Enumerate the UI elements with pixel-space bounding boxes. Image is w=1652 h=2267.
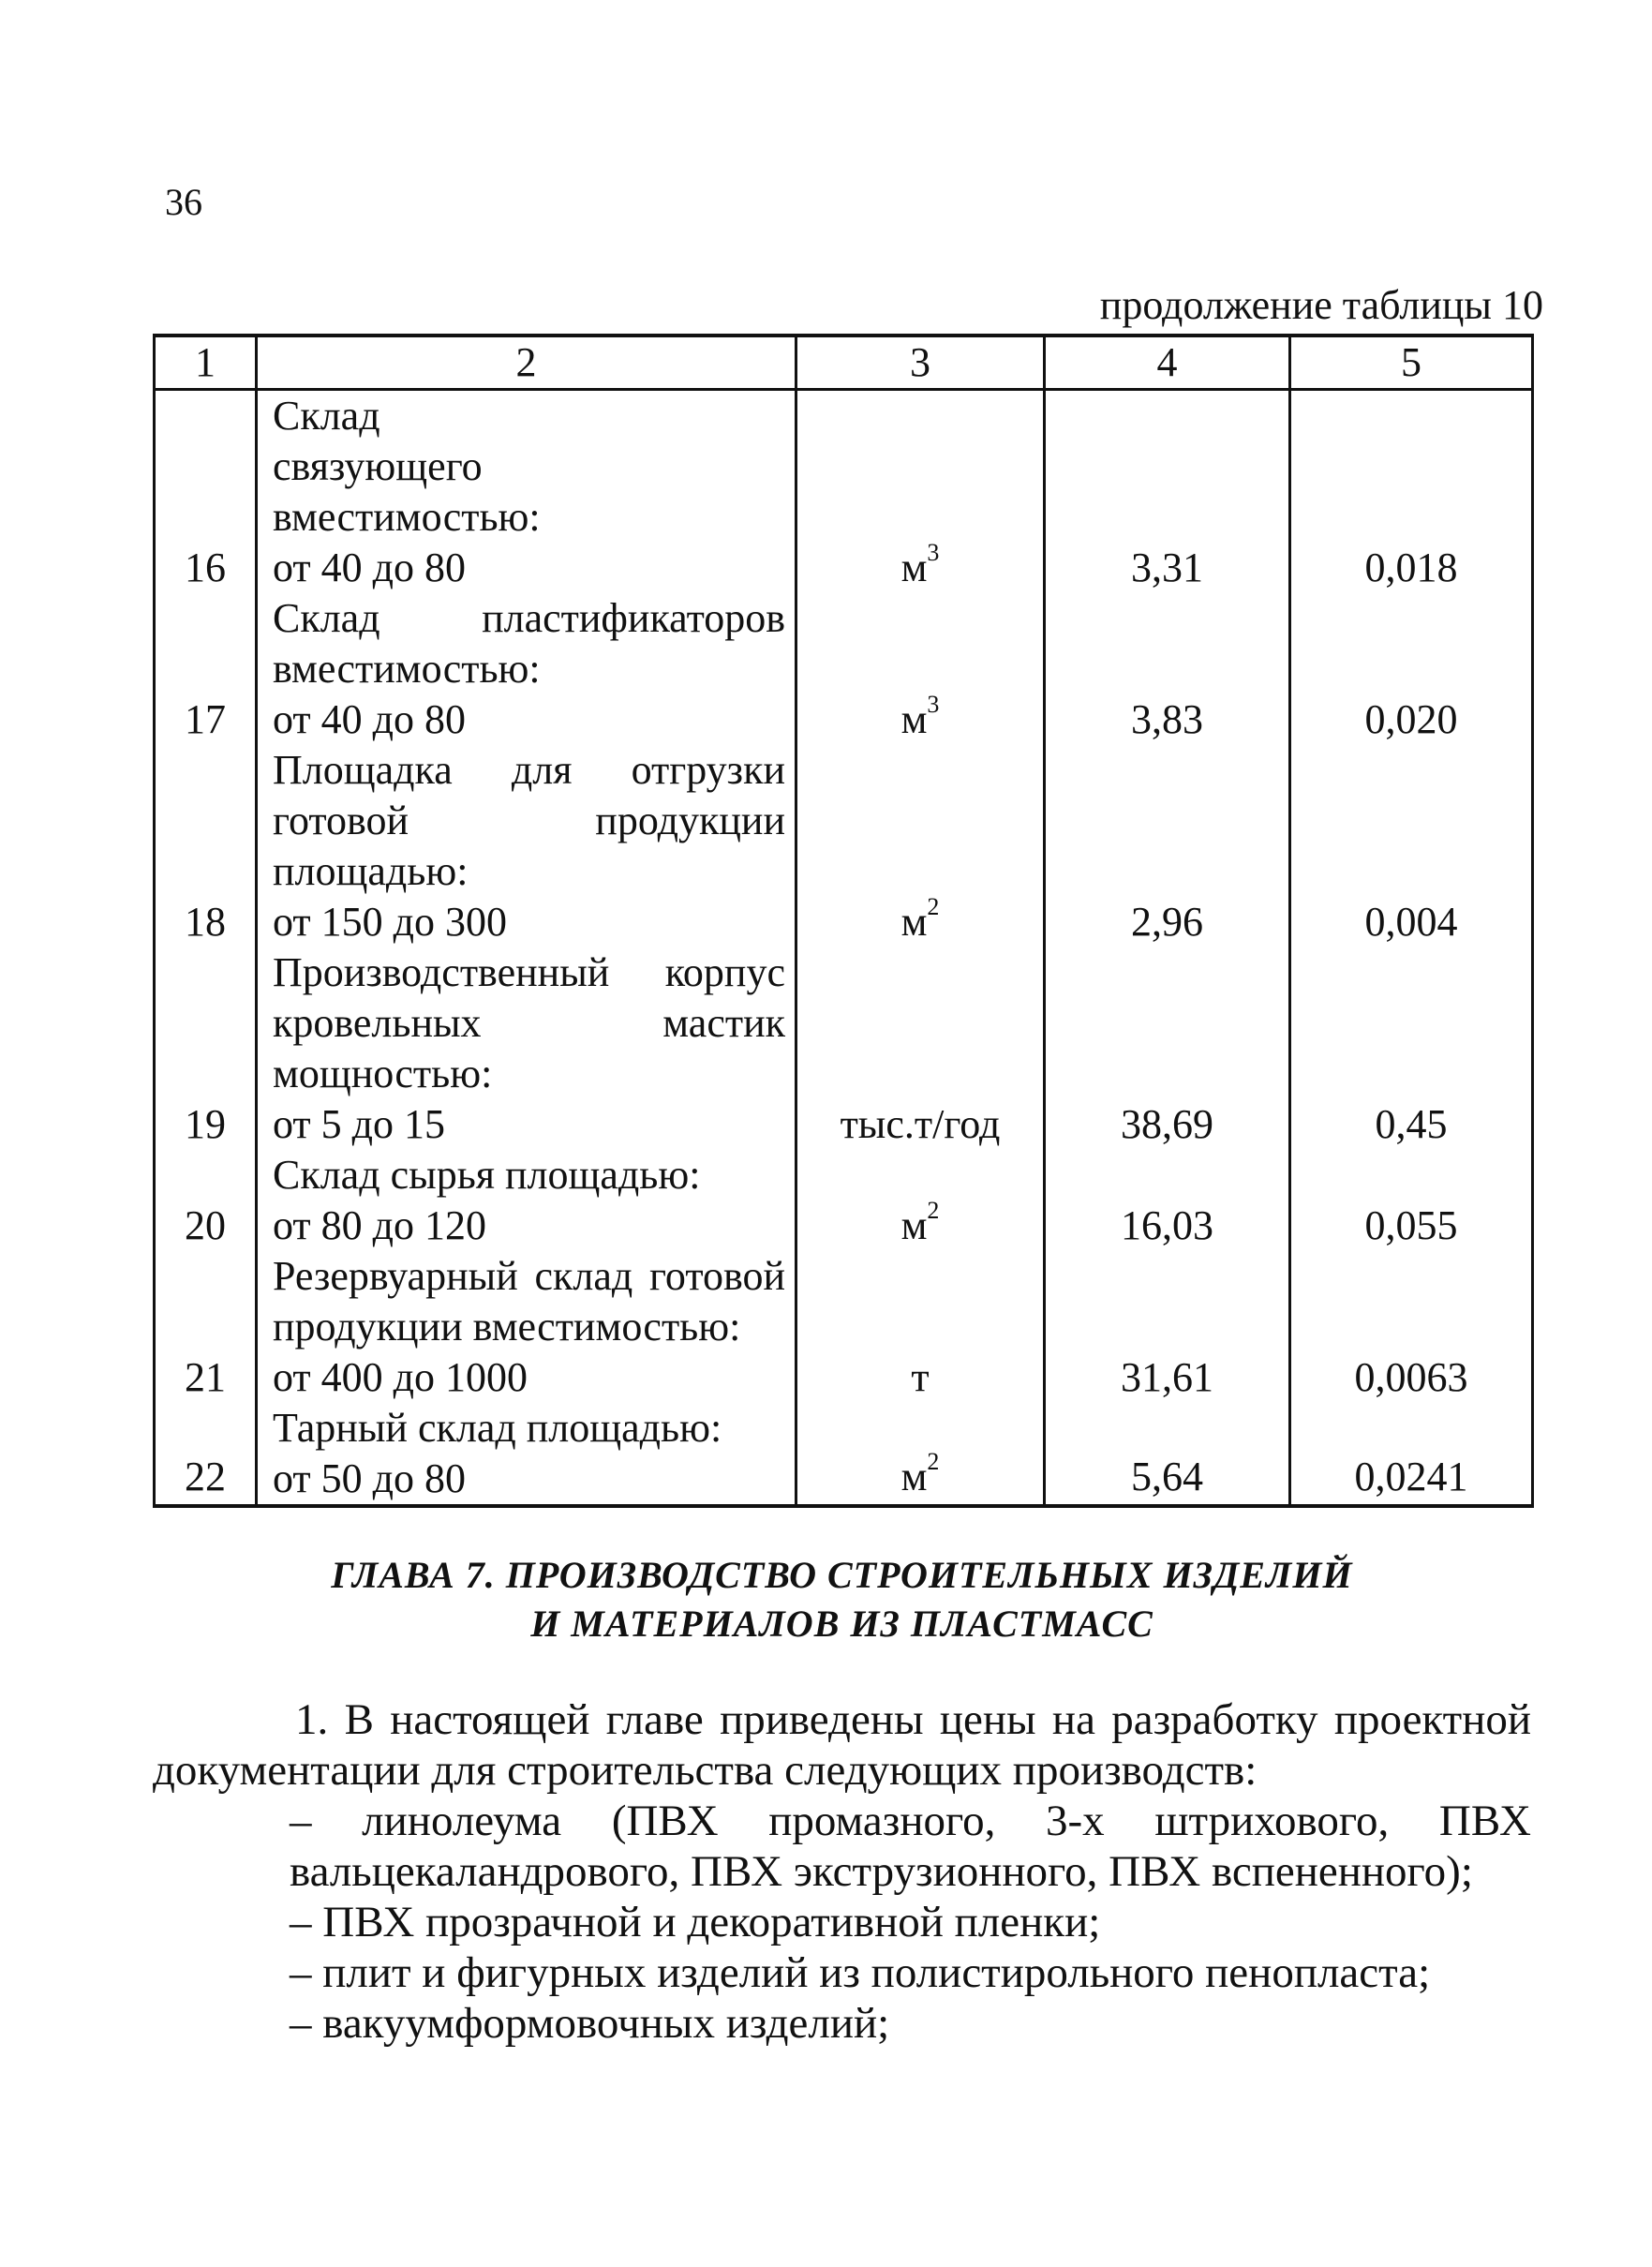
row-value-5: 0,0241 (1290, 1403, 1533, 1506)
row-title: Резервуарный склад готовой продукции вместимостью: (273, 1253, 785, 1350)
unit-superscript: 2 (927, 1197, 940, 1224)
chapter-title-line-2: И МАТЕРИАЛОВ ИЗ ПЛАСТМАСС (530, 1603, 1153, 1645)
row-unit (796, 390, 1045, 594)
row-number: 22 (155, 1403, 257, 1506)
row-title: Площадка для отгрузки готовой продукции площадью: (273, 747, 785, 894)
row-range: от 40 до 80 (273, 544, 467, 590)
unit-superscript: 2 (927, 1448, 940, 1475)
body-text (153, 1694, 1531, 2049)
row-value-4: 3,31 (1045, 390, 1290, 594)
unit-text: м (900, 544, 928, 590)
row-range: от 400 до 1000 (273, 1354, 528, 1400)
row-range: от 5 до 15 (273, 1101, 446, 1147)
table-row (155, 1251, 1533, 1403)
unit-superscript: 3 (927, 691, 940, 718)
row-value-5: 0,004 (1290, 745, 1533, 947)
row-unit (796, 947, 1045, 1150)
row-description (257, 390, 796, 594)
row-value-5: 0,018 (1290, 390, 1533, 594)
row-unit (796, 745, 1045, 947)
row-number: 19 (155, 947, 257, 1150)
table-row (155, 1403, 1533, 1506)
chapter-title-line-1: ГЛАВА 7. ПРОИЗВОДСТВО СТРОИТЕЛЬНЫХ ИЗДЕЛИЙ (331, 1554, 1353, 1596)
row-description (257, 593, 796, 745)
row-range: от 50 до 80 (273, 1455, 467, 1501)
row-title: Склад пластификаторов вместимостью: (273, 595, 785, 692)
row-number: 18 (155, 745, 257, 947)
table-row (155, 947, 1533, 1150)
row-value-4: 2,96 (1045, 745, 1290, 947)
table-row (155, 593, 1533, 745)
row-value-4: 3,83 (1045, 593, 1290, 745)
row-value-5: 0,055 (1290, 1150, 1533, 1251)
table-row (155, 1150, 1533, 1251)
unit-text: м (900, 696, 928, 742)
unit-text: т (911, 1354, 930, 1400)
row-number: 21 (155, 1251, 257, 1403)
row-description (257, 1150, 796, 1251)
column-header-2: 2 (257, 336, 796, 390)
column-header-5: 5 (1290, 336, 1533, 390)
row-unit (796, 1251, 1045, 1403)
unit-text: тыс.т/год (840, 1101, 1001, 1147)
row-unit (796, 593, 1045, 745)
row-description (257, 1251, 796, 1403)
list-item: – линолеума (ПВХ промазного, 3-х штрихового, ПВХ вальцекаландрового, ПВХ экструзионного, ПВХ вспененного); (290, 1797, 1531, 1896)
row-range: от 80 до 120 (273, 1202, 487, 1248)
row-description (257, 1403, 796, 1506)
row-unit (796, 1403, 1045, 1506)
table-row (155, 745, 1533, 947)
price-table (153, 334, 1534, 1508)
row-value-4: 38,69 (1045, 947, 1290, 1150)
table-row (155, 390, 1533, 594)
column-header-1: 1 (155, 336, 257, 390)
row-title: Производственный корпус кровельных мастик мощностью: (273, 949, 785, 1096)
chapter-title (153, 1551, 1531, 1648)
list-item: – ПВХ прозрачной и декоративной пленки; (290, 1898, 1101, 1946)
row-value-4: 31,61 (1045, 1251, 1290, 1403)
column-header-3: 3 (796, 336, 1045, 390)
row-title: Склад сырья площадью: (273, 1152, 701, 1198)
row-range: от 40 до 80 (273, 696, 467, 742)
row-unit (796, 1150, 1045, 1251)
unit-superscript: 2 (927, 893, 940, 920)
row-range: от 150 до 300 (273, 899, 508, 945)
page-number: 36 (165, 181, 202, 223)
list-item: – плит и фигурных изделий из полистирольного пенопласта; (290, 1948, 1431, 1997)
row-number: 20 (155, 1150, 257, 1251)
row-value-5: 0,020 (1290, 593, 1533, 745)
row-value-5: 0,45 (1290, 947, 1533, 1150)
row-value-5: 0,0063 (1290, 1251, 1533, 1403)
table-header-row (155, 336, 1533, 390)
intro-paragraph: 1. В настоящей главе приведены цены на разработку проектной документации для строительства следующих производств: (153, 1695, 1531, 1795)
row-title: Склад связующего вместимостью: (273, 393, 541, 540)
row-title: Тарный склад площадью: (273, 1405, 722, 1451)
unit-text: м (900, 1454, 928, 1499)
row-description (257, 947, 796, 1150)
unit-text: м (900, 1202, 928, 1248)
row-description (257, 745, 796, 947)
row-value-4: 16,03 (1045, 1150, 1290, 1251)
list-item: – вакуумформовочных изделий; (290, 1999, 890, 2048)
row-number: 17 (155, 593, 257, 745)
column-header-4: 4 (1045, 336, 1290, 390)
table-caption: продолжение таблицы 10 (1099, 282, 1543, 328)
row-value-4: 5,64 (1045, 1403, 1290, 1506)
unit-text: м (900, 899, 928, 945)
row-number: 16 (155, 390, 257, 594)
unit-superscript: 3 (927, 539, 940, 566)
